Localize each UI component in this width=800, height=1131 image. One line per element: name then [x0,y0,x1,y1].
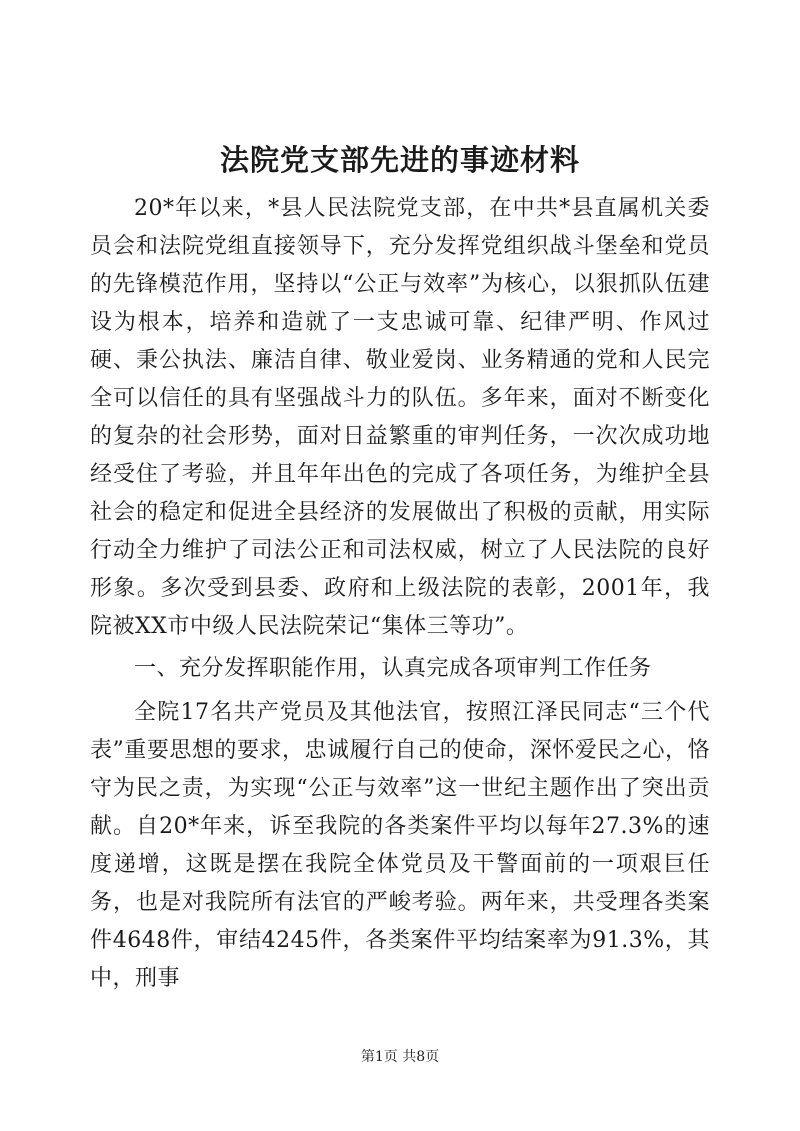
paragraph-section-1: 全院17名共产党员及其他法官，按照江泽民同志“三个代表”重要思想的要求，忠诚履行自己的使命，深怀爱民之心，恪守为民之责，为实现“公正与效率”这一世纪主题作出了突出贡献。自20*年来，诉至我院的各类案件平均以每年27.3%的速度递增，这既是摆在我院全体党员及干警面前的一项艰巨任务，也是对我院所有法官的严峻考验。两年来，共受理各类案件4648件，审结4245件，各类案件平均结案率为91.3%，其中，刑事 [90,700,710,991]
document-title: 法院党支部先进的事迹材料 [219,143,580,177]
section-heading-1: 一、充分发挥职能作用，认真完成各项审判工作任务 [134,656,652,681]
paragraph-intro: 20*年以来，*县人民法院党支部，在中共*县直属机关委员会和法院党组直接领导下，充分发挥党组织战斗堡垒和党员的先锋模范作用，坚持以“公正与效率”为核心，以狠抓队伍建设为根本，培养和造就了一支忠诚可靠、纪律严明、作风过硬、秉公执法、廉洁自律、敬业爱岗、业务精通的党和人民完全可以信任的具有坚强战斗力的队伍。多年来，面对不断变化的复杂的社会形势，面对日益繁重的审判任务，一次次成功地经受住了考验，并且年年出色的完成了各项任务，为维护全县社会的稳定和促进全县经济的发展做出了积极的贡献，用实际行动全力维护了司法公正和司法权威，树立了人民法院的良好形象。多次受到县委、政府和上级法院的表彰，2001年，我院被XX市中级人民法院荣记“集体三等功”。 [90,196,710,639]
page-footer: 第1页 共8页 [360,1049,440,1065]
document-body [90,190,710,1002]
